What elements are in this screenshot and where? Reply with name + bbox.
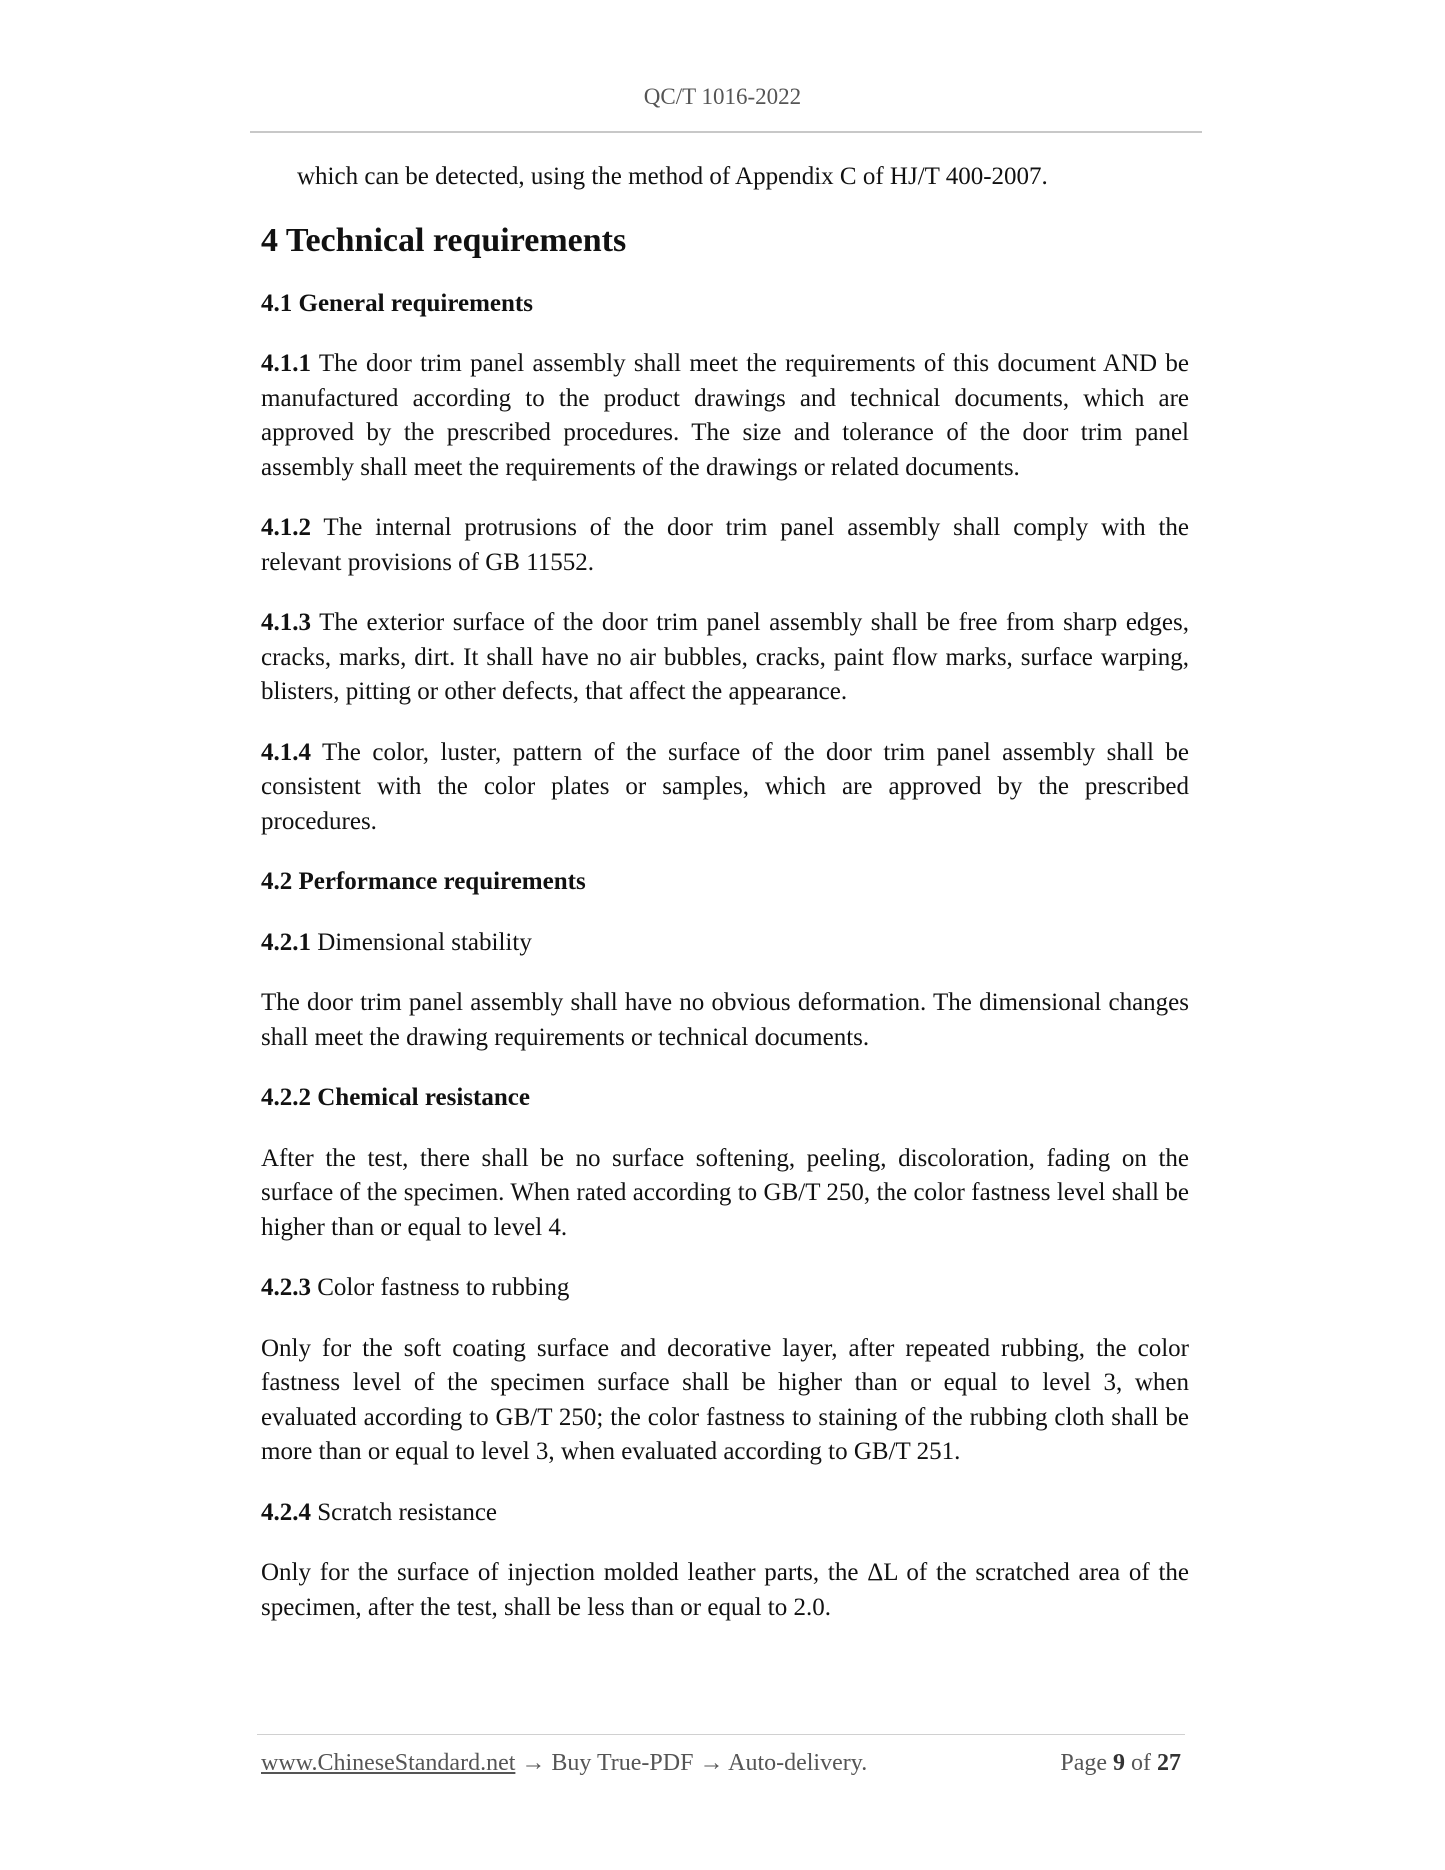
clause-number: 4.2.1 (261, 928, 311, 956)
subsection-heading-4-2: 4.2 Performance requirements (261, 868, 586, 895)
footer-divider (257, 1734, 1185, 1735)
clause-4-1-4 (261, 736, 1189, 840)
site-link[interactable]: www.ChineseStandard.net (261, 1750, 516, 1776)
of-label: of (1131, 1750, 1151, 1776)
clause-number: 4.1.3 (261, 609, 311, 636)
subsection-heading-4-1: 4.1 General requirements (261, 289, 533, 317)
header-divider (250, 131, 1202, 133)
footer-promo (261, 1750, 867, 1777)
clause-number: 4.2.4 (261, 1498, 311, 1526)
clause-text: The exterior surface of the door trim panel assembly shall be free from sharp edges, cracks, marks, dirt. It shall have no air bubbles, cracks, paint flow marks, surface warping, blisters, pitting or other defects, that affect the appearance. (261, 609, 1189, 705)
promo-text: → Buy True-PDF → Auto-delivery. (515, 1750, 868, 1776)
clause-body-4-2-4: Only for the surface of injection molded leather parts, the ΔL of the scratched area of the specimen, after the test, shall be less than or equal to 2.0. (261, 1559, 1189, 1621)
clause-heading-4-2-4 (261, 1496, 1189, 1531)
clause-number: 4.1.1 (261, 350, 311, 377)
clause-number: 4.2.3 (261, 1274, 311, 1301)
page-label: Page (1060, 1750, 1107, 1776)
section-heading: 4 Technical requirements (261, 221, 627, 259)
clause-text: The color, luster, pattern of the surface of the door trim panel assembly shall be consistent with the color plates or samples, which are approved by the prescribed procedures. (261, 738, 1189, 835)
clause-4-1-2 (261, 511, 1189, 580)
clause-title: Color fastness to rubbing (311, 1274, 570, 1301)
clause-heading-4-2-3 (261, 1271, 1189, 1306)
clause-heading-4-2-2: 4.2.2 Chemical resistance (261, 1084, 530, 1111)
running-header: QC/T 1016-2022 (643, 84, 802, 109)
page-indicator (1060, 1750, 1181, 1777)
document-body (261, 160, 1189, 1625)
page-number: 9 (1113, 1750, 1125, 1776)
total-pages: 27 (1157, 1750, 1181, 1776)
clause-text: The door trim panel assembly shall meet the requirements of this document AND be manufactured according to the product drawings and technical documents, which are approved by the prescribed procedures. The size and tolerance of the door trim panel assembly shall meet the requirements of the drawings or related documents. (261, 350, 1189, 481)
clause-body-4-2-2: After the test, there shall be no surface softening, peeling, discoloration, fading on the surface of the specimen. When rated according to GB/T 250, the color fastness level shall be higher than or equal to level 4. (261, 1144, 1189, 1241)
clause-4-1-1 (261, 347, 1189, 485)
page-footer (261, 1750, 1181, 1777)
clause-text: The internal protrusions of the door trim panel assembly shall comply with the relevant provisions of GB 11552. (261, 514, 1189, 576)
clause-title: Dimensional stability (311, 928, 532, 956)
clause-title: Scratch resistance (311, 1498, 498, 1526)
clause-body-4-2-3: Only for the soft coating surface and decorative layer, after repeated rubbing, the color fastness level of the specimen surface shall be higher than or equal to level 3, when evaluated according to GB/T 250; the color fastness to staining of the rubbing cloth shall be more than or equal to level 3, when evaluated according to GB/T 251. (261, 1334, 1189, 1465)
clause-number: 4.1.4 (261, 738, 311, 766)
intro-continuation: which can be detected, using the method of Appendix C of HJ/T 400-2007. (297, 163, 1048, 190)
clause-4-1-3 (261, 606, 1189, 710)
clause-body-4-2-1: The door trim panel assembly shall have no obvious deformation. The dimensional changes shall meet the drawing requirements or technical documents. (261, 989, 1189, 1051)
clause-number: 4.1.2 (261, 514, 311, 541)
clause-heading-4-2-1 (261, 926, 1189, 961)
